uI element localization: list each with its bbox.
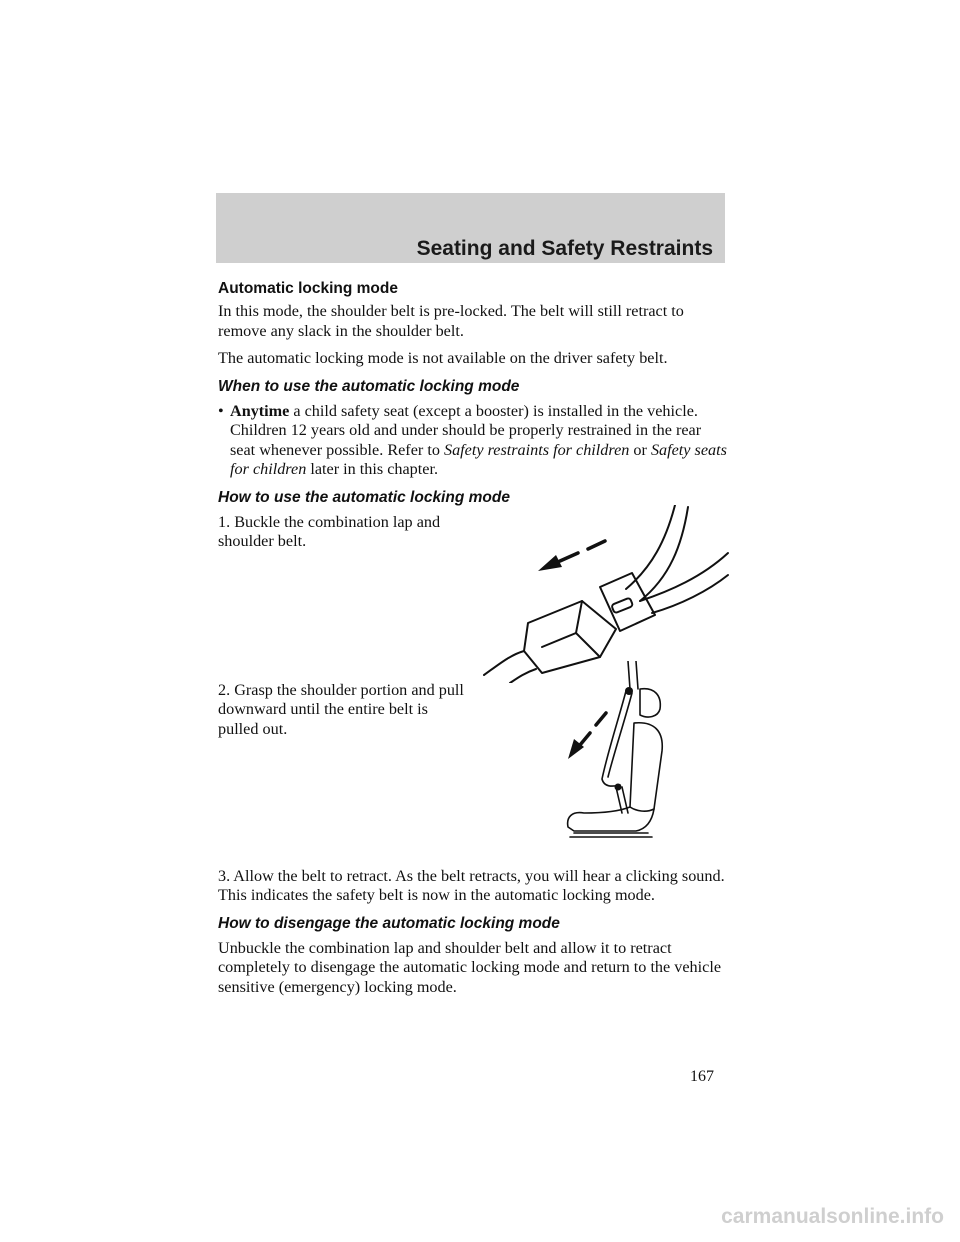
section-title: Seating and Safety Restraints bbox=[416, 237, 713, 260]
arrow-head-icon bbox=[538, 555, 562, 571]
section-header bbox=[216, 193, 725, 263]
paragraph-driver-not-available: The automatic locking mode is not available on the driver safety belt. bbox=[218, 349, 668, 367]
reference-safety-restraints-children: Safety restraints for children bbox=[443, 440, 630, 459]
heading-how-to-disengage: How to disengage the automatic locking mode bbox=[218, 914, 560, 932]
bullet-term: Anytime bbox=[230, 401, 290, 420]
step-3-text: 3. Allow the belt to retract. As the belt retracts, you will hear a clicking sound. This indicates the safety belt is now in the automatic locking mode. bbox=[218, 866, 725, 904]
bullet-body-2: later in this chapter. bbox=[306, 460, 439, 478]
seat-belt-pull-illustration bbox=[550, 661, 670, 847]
bullet-dot: • bbox=[218, 401, 224, 420]
footer-watermark[interactable]: carmanualsonline.info bbox=[721, 1205, 944, 1228]
step-1-row bbox=[218, 513, 728, 681]
bullet-or: or bbox=[629, 440, 651, 459]
step-2-row bbox=[218, 681, 728, 867]
step-2-text: 2. Grasp the shoulder portion and pull downward until the entire belt is pulled out. bbox=[218, 680, 464, 738]
page-content bbox=[218, 279, 728, 1005]
reference-safety-seats-children: Safety seats for children bbox=[230, 440, 727, 478]
bullet-text bbox=[230, 402, 728, 480]
paragraph-disengage: Unbuckle the combination lap and shoulder belt and allow it to retract completely to disengage the automatic locking mode and return to the vehicle sensitive (emergency) locking mode. bbox=[218, 938, 721, 996]
bullet-body-1: a child safety seat (except a booster) is installed in the vehicle. Children 12 years old and under should be properly restrained in the rear seat whenever possible. Refer to bbox=[230, 401, 702, 459]
step-1-text: 1. Buckle the combination lap and shoulder belt. bbox=[218, 512, 441, 550]
page-number: 167 bbox=[690, 1068, 714, 1085]
heading-automatic-locking-mode: Automatic locking mode bbox=[218, 280, 398, 297]
paragraph-pre-locked: In this mode, the shoulder belt is pre-locked. The belt will still retract to remove any slack in the shoulder belt. bbox=[218, 302, 684, 340]
buckle-belt-illustration bbox=[480, 505, 730, 683]
heading-when-to-use: When to use the automatic locking mode bbox=[218, 377, 520, 395]
heading-how-to-use: How to use the automatic locking mode bbox=[218, 488, 510, 506]
bullet-anytime bbox=[218, 402, 728, 480]
